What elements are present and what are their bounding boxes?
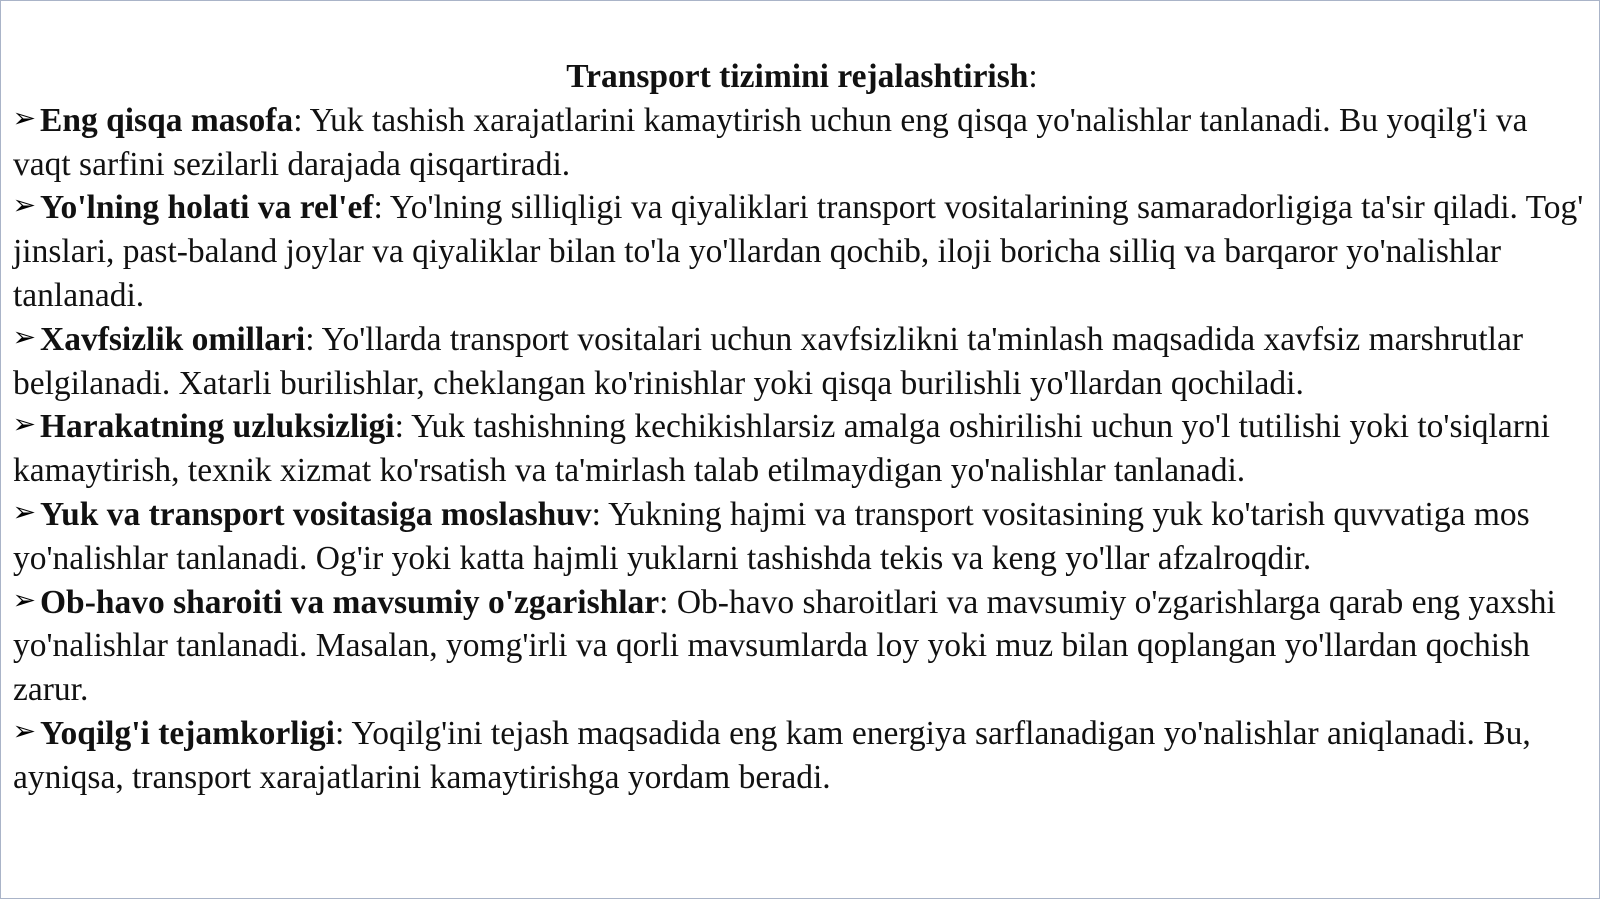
item-heading: Eng qisqa masofa [40,101,294,139]
item-text: Yukning hajmi va transport vositasining yuk ko'tarish quvvatiga mos yo'nalishlar tanlanadi. Og'ir yoki katta hajmli yuklarni tashishda tekis va keng yo'llar afzalroqdir. [13,495,1530,577]
item-text: Yo'llarda transport vositalari uchun xavfsizlikni ta'minlash maqsadida xavfsiz marshrutlar belgilanadi. Xatarli burilishlar, cheklangan ko'rinishlar yoki qisqa burilishli yo'llardan qochiladi. [13,320,1523,402]
list-item [13,405,1591,493]
item-heading: Harakatning uzluksizligi [40,408,395,446]
item-text: Yoqilg'ini tejash maqsadida eng kam energiya sarflanadigan yo'nalishlar aniqlanadi. Bu, ayniqsa, transport xarajatlarini kamaytirishga yordam beradi. [13,714,1531,796]
item-heading: Yuk va transport vositasiga moslashuv [40,495,592,533]
list-item [13,99,1591,187]
arrow-bullet-icon: ➢ [12,584,37,616]
page-title-colon: : [1028,58,1038,95]
item-separator: : [334,714,352,752]
page-title: Transport tizimini rejalashtirish [566,58,1029,95]
arrow-bullet-icon: ➢ [12,190,37,222]
item-separator: : [305,320,322,358]
list-item [13,493,1591,581]
item-separator: : [659,583,677,621]
item-heading: Xavfsizlik omillari [40,320,306,358]
list-item [13,318,1591,406]
arrow-bullet-icon: ➢ [12,102,37,134]
arrow-bullet-icon: ➢ [12,715,37,747]
item-text: Ob-havo sharoitlari va mavsumiy o'zgarishlarga qarab eng yaxshi yo'nalishlar tanlanadi. Masalan, yomg'irli va qorli mavsumlarda loy yoki muz bilan qoplangan yo'llardan qochish zarur. [13,583,1556,709]
arrow-bullet-icon: ➢ [12,321,37,353]
document-body [13,55,1591,800]
item-text: Yuk tashish xarajatlarini kamaytirish uchun eng qisqa yo'nalishlar tanlanadi. Bu yoqilg'i va vaqt sarfini sezilarli darajada qisqartiradi. [13,101,1528,183]
item-separator: : [293,101,310,139]
item-separator: : [373,189,390,227]
item-text: Yuk tashishning kechikishlarsiz amalga oshirilishi uchun yo'l tutilishi yoki to'siqlarni kamaytirish, texnik xizmat ko'rsatish va ta'mirlash talab etilmaydigan yo'nalishlar tanlanadi. [13,408,1550,490]
arrow-bullet-icon: ➢ [12,409,37,441]
arrow-bullet-icon: ➢ [12,496,37,528]
list-item [13,581,1591,712]
item-separator: : [591,495,609,533]
item-separator: : [394,408,412,446]
item-text: Yo'lning silliqligi va qiyaliklari transport vositalarining samaradorligiga ta'sir qiladi. Tog' jinslari, past-baland joylar va qiyaliklar bilan to'la yo'llardan qochib, iloji boricha silliq va barqaror yo'nalishlar tanlanadi. [13,189,1584,314]
list-item [13,186,1591,317]
item-heading: Yoqilg'i tejamkorligi [40,714,335,752]
list-item [13,712,1591,800]
page-title-line [13,55,1591,99]
item-heading: Ob-havo sharoiti va mavsumiy o'zgarishlar [40,583,660,621]
item-heading: Yo'lning holati va rel'ef [40,189,374,227]
